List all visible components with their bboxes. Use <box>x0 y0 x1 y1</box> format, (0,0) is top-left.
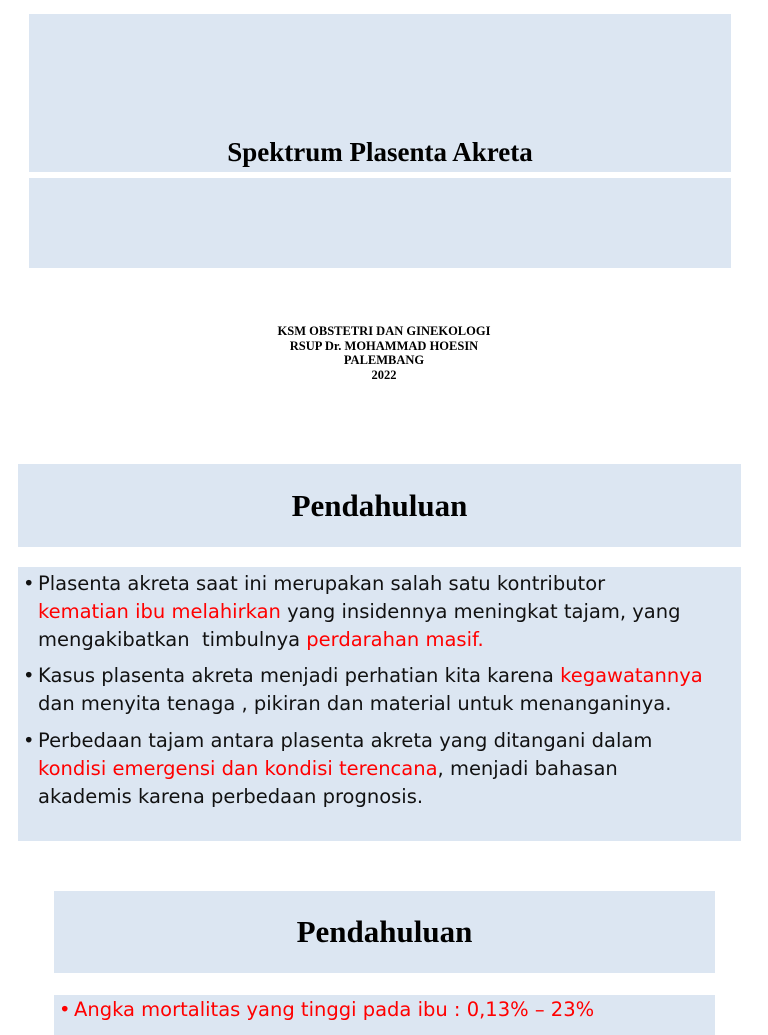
affiliation-block <box>0 324 768 382</box>
bullet-item <box>18 662 703 718</box>
affiliation-line-hospital: RSUP Dr. MOHAMMAD HOESIN <box>289 338 479 353</box>
bullet-text: Plasenta akreta saat ini merupakan salah satu kontributor <box>38 572 606 595</box>
bullet-text: , menjadi bahasan <box>437 757 618 780</box>
bullet-line <box>38 570 680 598</box>
bullet-line <box>38 626 680 654</box>
bullet-content-box <box>54 995 715 1035</box>
bullet-content-box <box>18 567 741 841</box>
highlight-text: kondisi emergensi dan kondisi terencana <box>38 757 438 780</box>
affiliation-line-year: 2022 <box>371 367 397 382</box>
section-heading: Pendahuluan <box>296 914 473 949</box>
highlight-text: • Angka mortalitas yang tinggi pada ibu : 0,13% – 23% <box>74 998 595 1021</box>
bullet-line <box>38 598 680 626</box>
affiliation-line-department: KSM OBSTETRI DAN GINEKOLOGI <box>277 324 491 338</box>
bullet-item <box>18 727 652 811</box>
highlight-text: kematian ibu melahirkan <box>38 600 281 623</box>
bullet-item <box>54 996 594 1024</box>
bullet-line <box>38 755 652 783</box>
presentation-title: Spektrum Plasenta Akreta <box>227 137 533 167</box>
affiliation-line-city: PALEMBANG <box>343 353 425 367</box>
bullet-line <box>38 727 652 755</box>
highlight-text: perdarahan masif. <box>306 628 484 651</box>
bullet-item <box>18 570 680 654</box>
bullet-text: mengakibatkan timbulnya <box>38 628 307 651</box>
section-heading: Pendahuluan <box>291 487 468 523</box>
bullet-text: Perbedaan tajam antara plasenta akreta yang ditangani dalam <box>38 729 653 752</box>
bullet-text: yang insidennya meningkat tajam, yang <box>280 600 681 623</box>
bullet-text: Kasus plasenta akreta menjadi perhatian kita karena <box>38 664 561 687</box>
bullet-text: dan menyita tenaga , pikiran dan material untuk menanganinya. <box>38 692 672 715</box>
bullet-line <box>38 662 703 690</box>
section-heading-box <box>54 891 715 973</box>
bullet-text: akademis karena perbedaan prognosis. <box>38 785 424 808</box>
title-panel-bottom <box>29 178 731 268</box>
section-heading-box <box>18 464 741 547</box>
bullet-line <box>38 690 703 718</box>
bullet-line <box>38 783 652 811</box>
highlight-text: kegawatannya <box>560 664 703 687</box>
